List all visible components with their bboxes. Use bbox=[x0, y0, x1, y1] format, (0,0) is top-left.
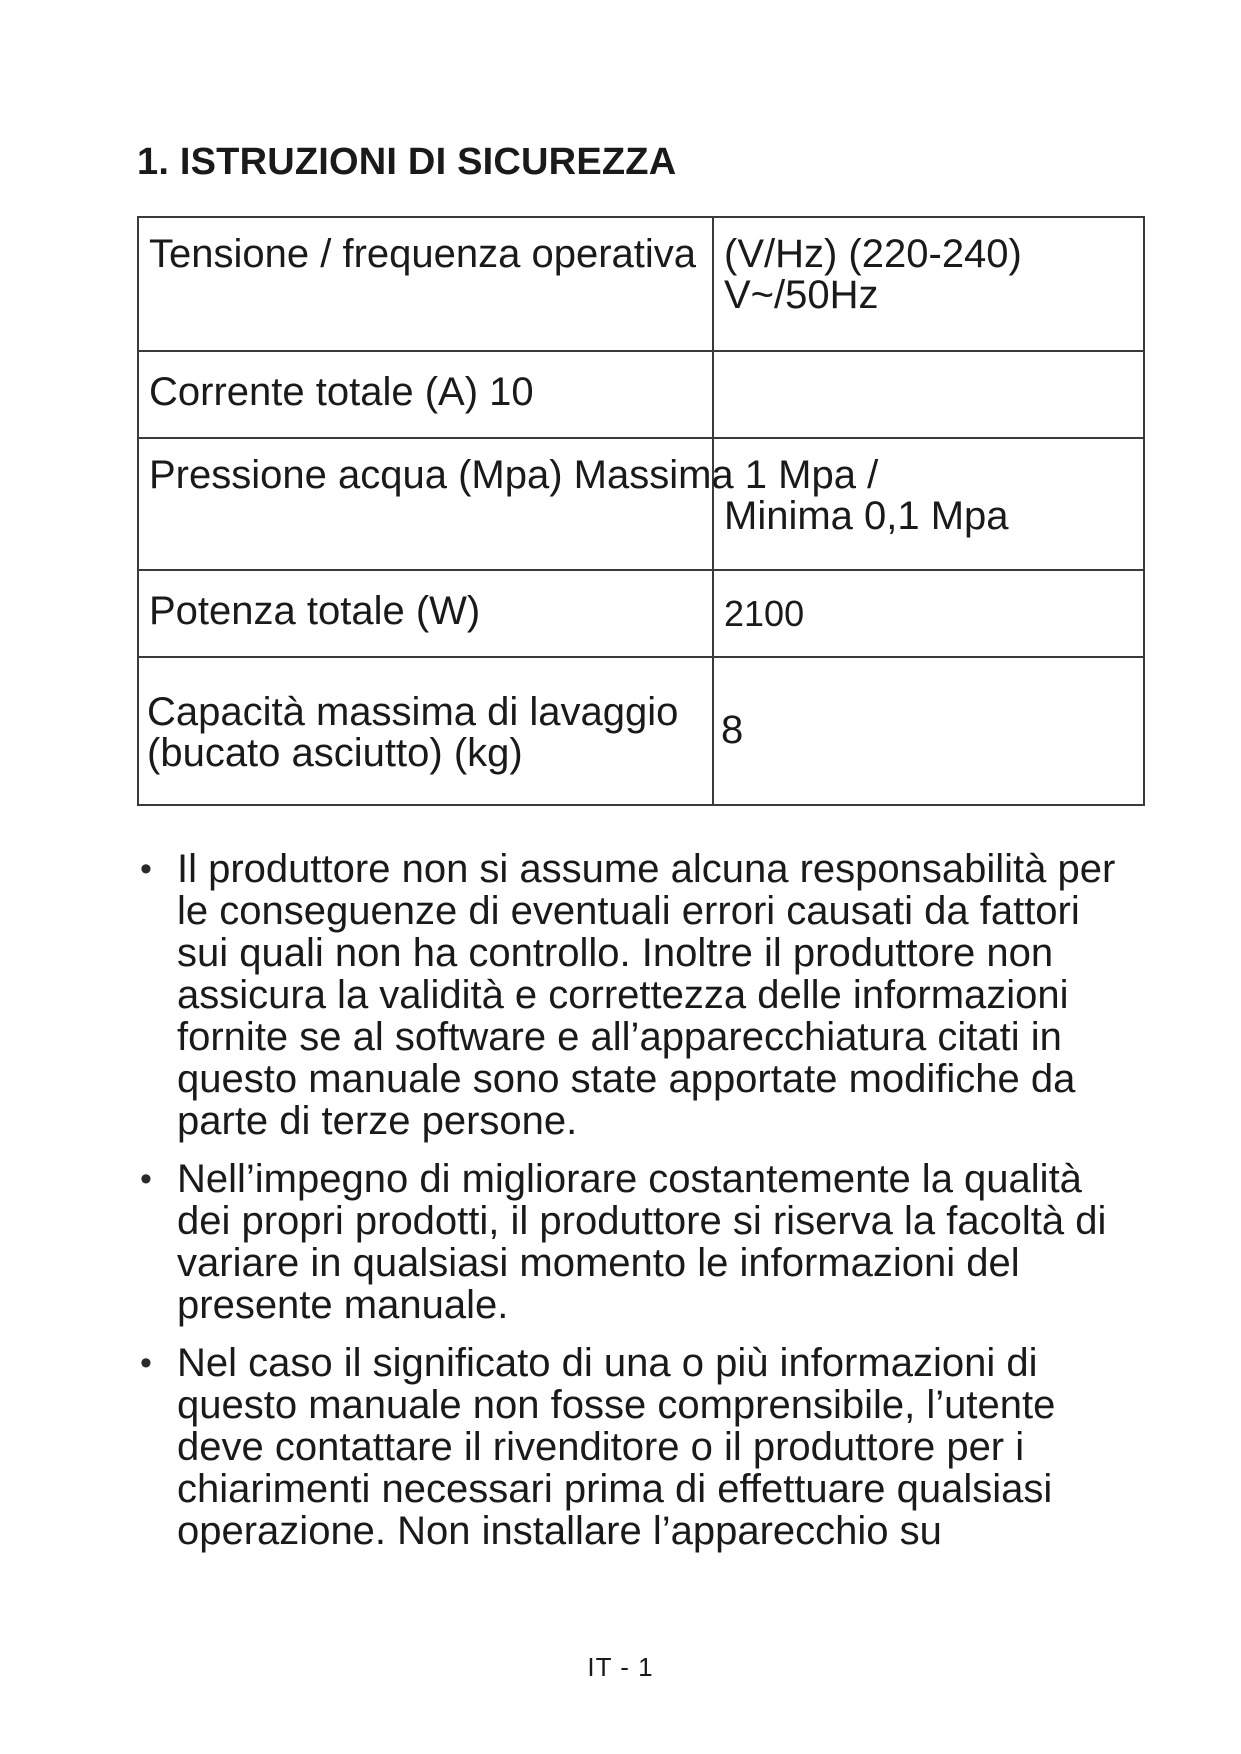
section-title: 1. ISTRUZIONI DI SICUREZZA bbox=[137, 141, 677, 183]
table-row bbox=[138, 217, 1144, 351]
spec-value-capacity: 8 bbox=[713, 657, 1144, 805]
table-row bbox=[138, 570, 1144, 657]
list-item-text: Il produttore non si assume alcuna responsabilità per le conseguenze di eventuali errori causati da fattori sui quali non ha controllo. Inoltre il produttore non assicura la validità e correttezza delle informazioni fornite se al software e all’apparecchiatura citati in questo manuale sono state apportate modifiche da parte di terze persone. bbox=[177, 847, 1116, 1143]
page-number: IT - 1 bbox=[587, 1652, 654, 1682]
spec-label-power: Potenza totale (W) bbox=[138, 570, 713, 657]
list-item bbox=[137, 1342, 1137, 1552]
spec-label-pressure: Pressione acqua (Mpa) Massima 1 Mpa / bbox=[149, 453, 879, 497]
list-item-text: Nel caso il significato di una o più informazioni di questo manuale non fosse comprensibile, l’utente deve contattare il rivenditore o il produttore per i chiarimenti necessari prima di effettuare qualsiasi operazione. Non installare l’apparecchio su bbox=[177, 1341, 1056, 1553]
spec-label-capacity: Capacità massima di lavaggio (bucato asciutto) (kg) bbox=[138, 657, 713, 805]
spec-value-current bbox=[713, 351, 1144, 438]
table-row bbox=[138, 351, 1144, 438]
spec-value-voltage: (V/Hz) (220-240) V~/50Hz bbox=[713, 217, 1144, 351]
table-row bbox=[138, 438, 1144, 570]
bullet-icon: • bbox=[140, 1344, 152, 1382]
bullet-icon: • bbox=[140, 850, 152, 888]
table-row bbox=[138, 657, 1144, 805]
spec-value-power: 2100 bbox=[713, 570, 1144, 657]
list-item bbox=[137, 1158, 1137, 1326]
list-item bbox=[137, 848, 1137, 1142]
spec-label-current: Corrente totale (A) 10 bbox=[138, 351, 713, 438]
safety-notes-list bbox=[137, 848, 1137, 1568]
spec-value-pressure: Minima 0,1 Mpa bbox=[713, 438, 1144, 570]
list-item-text: Nell’impegno di migliorare costantemente la qualità dei propri prodotti, il produttore si riserva la facoltà di variare in qualsiasi momento le informazioni del presente manuale. bbox=[177, 1157, 1107, 1327]
bullet-icon: • bbox=[140, 1160, 152, 1198]
spec-label-voltage: Tensione / frequenza operativa bbox=[138, 217, 713, 351]
specifications-table bbox=[137, 216, 1145, 806]
